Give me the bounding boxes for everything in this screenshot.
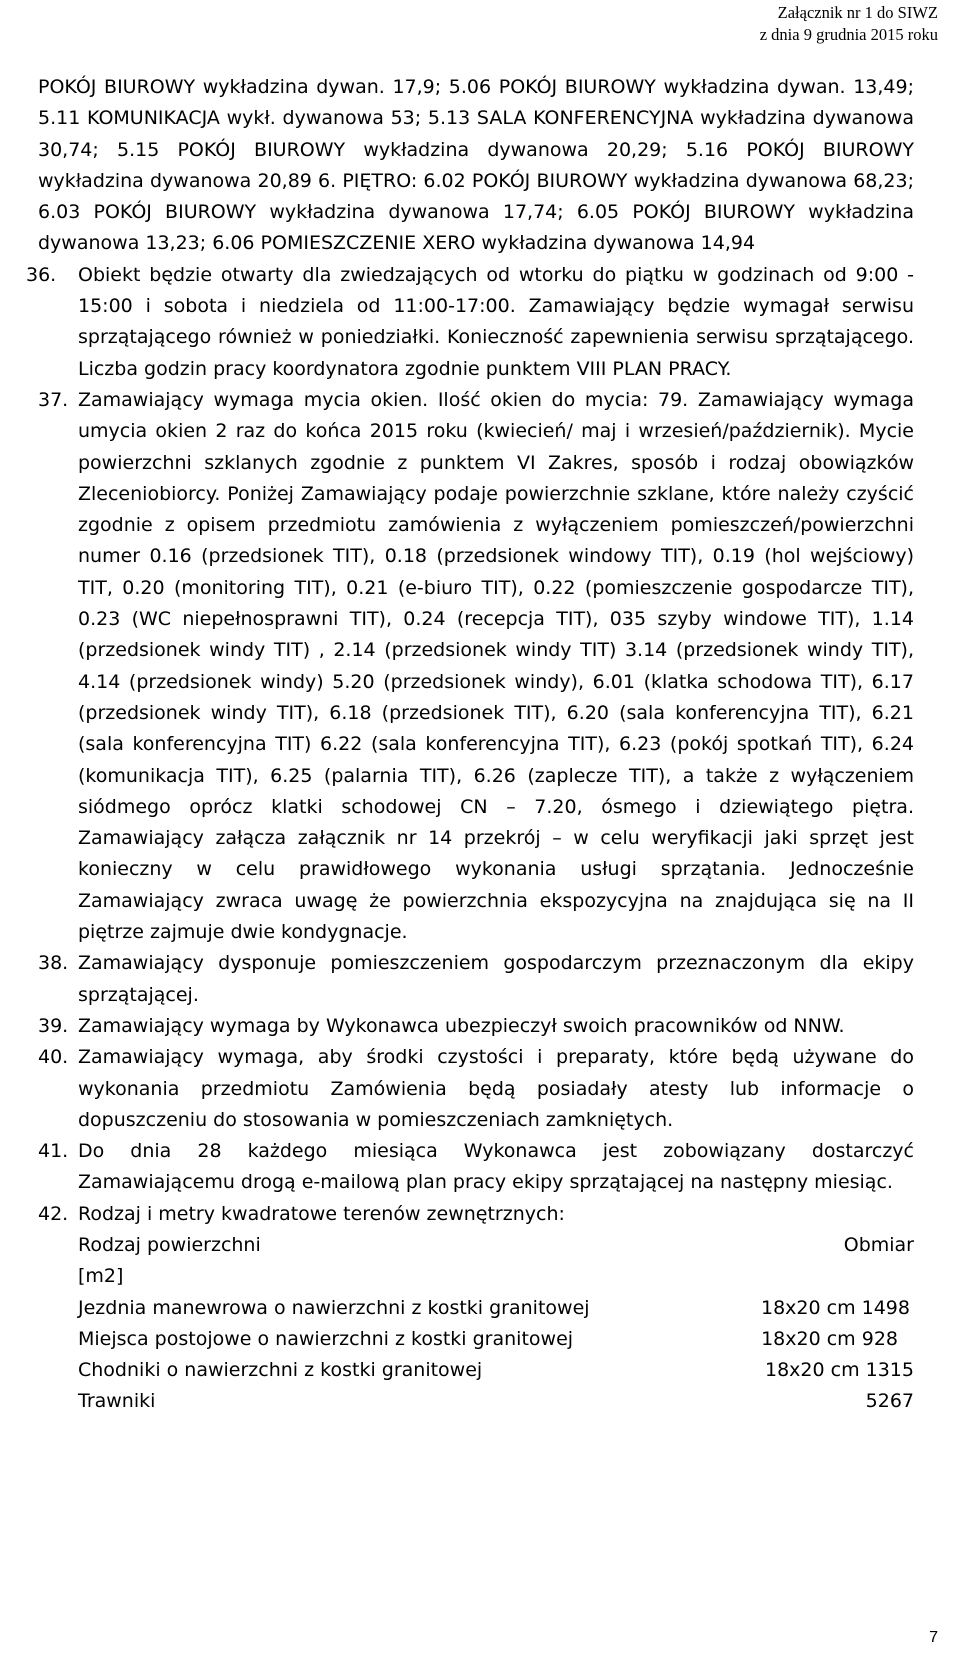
surface-table [78,1230,914,1418]
header-date-line: z dnia 9 grudnia 2015 roku [759,25,938,44]
page-number: 7 [929,1629,938,1646]
table-cell-surface: Jezdnia manewrowa o nawierzchni z kostki granitowej [78,1296,590,1319]
table-cell-measure: 18x20 cm 1498 [761,1296,910,1319]
list-item [38,948,914,1011]
table-row [78,1386,914,1417]
table-header-row [78,1230,914,1261]
document-header [760,2,938,46]
intro-paragraph: POKÓJ BIUROWY wykładzina dywan. 17,9; 5.06 POKÓJ BIUROWY wykładzina dywan. 13,49; 5.11 KOMUNIKACJA wykł. dywanowa 53; 5.13 SALA KONFERENCYJNA wykładzina dywanowa 30,74; 5.15 POKÓJ BIUROWY wykładzina dywanowa 20,29; 5.16 POKÓJ BIUROWY wykładzina dywanowa 20,89 6. PIĘTRO: 6.02 POKÓJ BIUROWY wykładzina dywanowa 68,23; 6.03 POKÓJ BIUROWY wykładzina dywanowa 17,74; 6.05 POKÓJ BIUROWY wykładzina dywanowa 13,23; 6.06 POMIESZCZENIE XERO wykładzina dywanowa 14,94 [38,76,914,255]
table-row [78,1355,914,1386]
item-number: 39. [38,1014,69,1037]
table-header-measure: Obmiar [843,1233,914,1256]
item-number: 42. [38,1202,69,1225]
item-text: Obiekt będzie otwarty dla zwiedzających od wtorku do piątku w godzinach od 9:00 - 15:00 i sobota i niedziela od 11:00-17:00. Zamawiający będzie wymagał serwisu sprzątającego również w poniedziałki. Konieczność zapewnienia serwisu sprzątającego. Liczba godzin pracy koordynatora zgodnie punktem VIII PLAN PRACY. [78,263,914,380]
list-item [38,1011,914,1042]
table-cell-measure: 18x20 cm 928 [761,1327,898,1350]
table-header-unit: [m2] [78,1265,124,1288]
table-cell-surface: Trawniki [78,1390,156,1413]
list-item [38,1136,914,1199]
list-item [38,385,914,948]
item-number: 40. [38,1046,69,1069]
table-header-surface-type: Rodzaj powierzchni [78,1233,261,1256]
table-row [78,1324,914,1355]
item-text: Zamawiający wymaga, aby środki czystości i preparaty, które będą używane do wykonania przedmiotu Zamówienia będą posiadały atesty lub informacje o dopuszczeniu do stosowania w pomieszczeniach zamkniętych. [78,1046,914,1131]
item-text: Zamawiający dysponuje pomieszczeniem gospodarczym przeznaczonym dla ekipy sprzątającej. [78,952,914,1006]
item-text: Zamawiający wymaga mycia okien. Ilość okien do mycia: 79. Zamawiający wymaga umycia okien 2 raz do końca 2015 roku (kwiecień/ maj i wrzesień/październik). Mycie powierzchni szklanych zgodnie z punktem VI Zakres, sposób i rodzaj obowiązków Zleceniobiorcy. Poniżej Zamawiający podaje powierzchnie szklane, które należy czyścić zgodnie z opisem przedmiotu zamówienia z wyłączeniem pomieszczeń/powierzchni numer 0.16 (przedsionek TIT), 0.18 (przedsionek windowy TIT), 0.19 (hol wejściowy) TIT, 0.20 (monitoring TIT), 0.21 (e-biuro TIT), 0.22 (pomieszczenie gospodarcze TIT), 0.23 (WC niepełnosprawni TIT), 0.24 (recepcja TIT), 035 szyby windowe TIT), 1.14 (przedsionek windy TIT) , 2.14 (przedsionek windy TIT) 3.14 (przedsionek windy TIT), 4.14 (przedsionek windy) 5.20 (przedsionek windy), 6.01 (klatka schodowa TIT), 6.17 (przedsionek windy TIT), 6.18 (przedsionek TIT), 6.20 (sala konferencyjna TIT), 6.21 (sala konferencyjna TIT) 6.22 (sala konferencyjna TIT), 6.23 (pokój spotkań TIT), 6.24 (komunikacja TIT), 6.25 (palarnia TIT), 6.26 (zaplecze TIT), a także z wyłączeniem siódmego oprócz klatki schodowej CN – 7.20, ósmego i dziewiątego piętra. Zamawiający załącza załącznik nr 14 przekrój – w celu weryfikacji jaki sprzęt jest konieczny w celu prawidłowego wykonania usługi sprzątania. Jednocześnie Zamawiający zwraca uwagę że powierzchnia ekspozycyjna na znajdująca się na II piętrze zajmuje dwie kondygnacje. [78,388,914,944]
table-cell-measure: 5267 [865,1390,914,1413]
item-number: 41. [38,1140,69,1163]
table-cell-measure: 18x20 cm 1315 [765,1359,914,1382]
table-row [78,1293,914,1324]
document-body [26,72,914,1418]
item-number: 37. [38,388,69,411]
header-attachment-line: Załącznik nr 1 do SIWZ [777,3,938,22]
item-number: 36. [26,263,57,286]
item-body [78,1199,914,1418]
list-item [38,1199,914,1418]
item-text: Rodzaj i metry kwadratowe terenów zewnętrznych: [78,1202,565,1225]
table-cell-surface: Chodniki o nawierzchni z kostki granitowej [78,1359,483,1382]
table-cell-surface: Miejsca postojowe o nawierzchni z kostki granitowej [78,1327,574,1350]
list-item [38,1042,914,1136]
item-number: 38. [38,952,69,975]
item-text: Zamawiający wymaga by Wykonawca ubezpieczył swoich pracowników od NNW. [78,1014,845,1037]
list-item [26,260,914,385]
item-text: Do dnia 28 każdego miesiąca Wykonawca jest zobowiązany dostarczyć Zamawiającemu drogą e-mailową plan pracy ekipy sprzątającej na następny miesiąc. [78,1140,914,1194]
